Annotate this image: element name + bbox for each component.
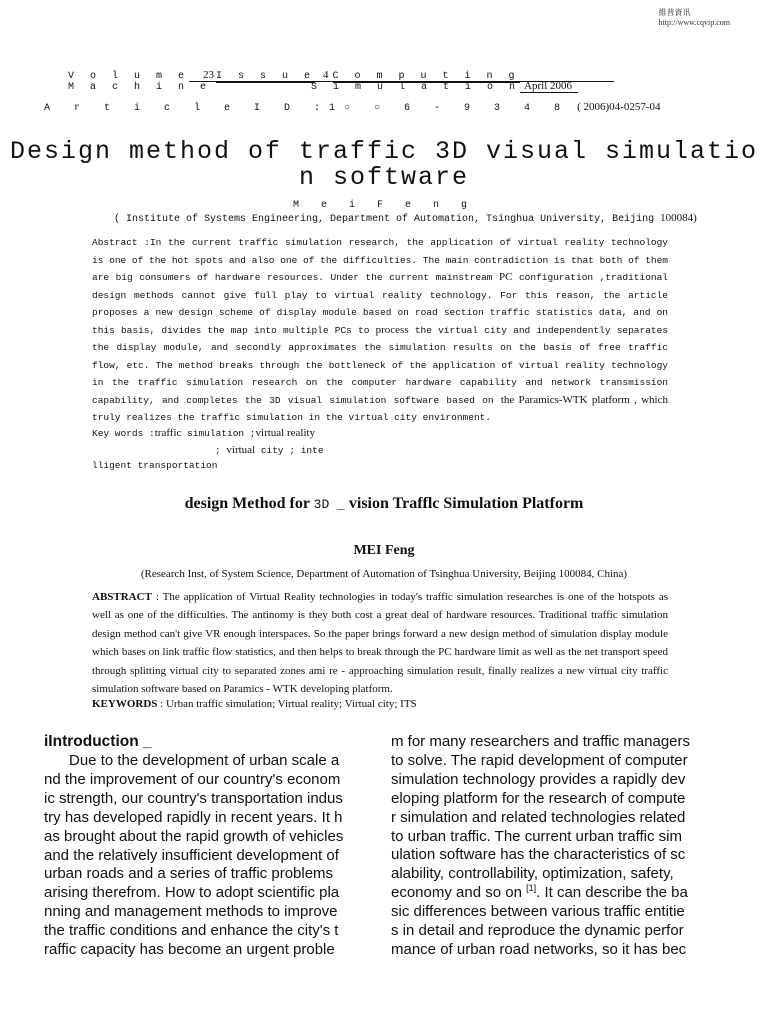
english-author: MEI Feng [353,543,415,558]
article-id-line [44,101,660,115]
article-id-value: :1○ ○ 6 - 9 3 4 8 [314,103,570,114]
left-line: arising therefrom. How to adopt scientific pla [44,884,340,902]
abstract-text-4: truly realizes the traffic simulation in the virtual city environment. [92,412,492,423]
right-line: sic differences between various traffic entitie [391,903,685,921]
right-line: to urban traffic. The current urban traffic sim [391,827,682,845]
left-line: nd the improvement of our country's econom [44,770,341,788]
machine-line [68,80,578,94]
right-line: r simulation and related technologies related [391,808,686,826]
english-title [0,494,768,515]
left-column [44,752,343,960]
keywords-cn-line2 [215,443,324,458]
right-line: s in detail and reproduce the dynamic perfor [391,922,684,940]
left-line: nning and management methods to improve [44,903,338,921]
keyword-city: city ; inte [260,445,324,456]
author-affiliation [114,212,697,225]
english-keywords-text: : Urban traffic simulation; Virtual reality; Virtual city; ITS [157,698,417,710]
watermark-url: http://www.cqvip.com [658,18,730,27]
watermark-line1: 維普資讯 [658,8,691,17]
left-line: the traffic conditions and enhance the city's t [44,922,339,940]
keyword-simulation: simulation ; [187,428,256,439]
left-line: ic strength, our country's transportation indus [44,789,343,807]
english-affiliation: (Research Inst, of System Science, Department of Automation of Tsinghua University, Beijing 100084, China) [140,568,628,580]
left-line: and the relatively insufficient development of [44,846,339,864]
right-line-text: economy and so on [391,884,522,902]
english-keywords [92,698,417,710]
english-abstract-label: ABSTRACT [92,591,152,603]
right-line: eloping platform for the research of compute [391,789,686,807]
english-title-part1: design Method for [184,495,310,512]
abstract-cn [92,234,668,427]
keyword-virtual: virtual [226,444,256,456]
right-line: simulation technology provides a rapidly dev [391,770,686,788]
author-name: M e i F e n g [292,200,475,211]
journal-label: C o m p u t i n g [332,71,520,82]
right-line-citation [391,884,690,903]
keywords-cn-line1 [92,426,315,441]
volume-value: 23 [189,69,216,82]
english-title-part2: 3D _ [313,497,345,512]
issue-label: I s s u e [216,71,316,82]
left-line: Due to the development of urban scale a [44,752,340,769]
affiliation-postcode: 100084) [660,212,697,224]
english-keywords-label: KEYWORDS [92,698,158,710]
english-abstract-text: : The application of Virtual Reality technologies in today's traffic simulation researches is one of the hotspots as well as one of the difficulties. The antinomy is they both cost a great deal of hardware resources. Traditional traffic simulation design method can't give VR enough interspaces. So the paper brings forward a new design method of simulation display module which bases on link traffic flow statistics, and then helps to break through the PC hardware limit as well as the net transport speed through splitting virtual city to separated zones ami re - approaching simulation result, finally realizes a new virtual city traffic simulation software based on Paramics - WTK developing platform. [92,591,668,696]
abstract-platform: the Paramics-WTK platform , which [500,393,668,406]
right-line: to solve. The rapid development of computer [391,751,688,769]
left-line: urban roads and a series of traffic problems [44,865,334,883]
right-line: alability, controllability, optimization, safety, [391,865,674,883]
machine-label: M a c h i n e [68,82,212,93]
simulation-label: S i m u l a t i o n [311,82,521,93]
english-title-part3: vision Trafflc Simulation Platform [348,495,584,512]
left-line: as brought about the rapid growth of vehicles [44,827,344,845]
watermark [659,8,730,28]
abstract-text-1: In the current traffic simulation research, the application of virtual reality technology is one of the hot spots and also one of the difficulties. The main contradiction is that both of them are big consumers of hardware resources. Under the current mainstream [92,237,668,283]
right-line: ulation software has the characteristics of sc [391,846,686,864]
keyword-traffic: traffic [154,427,182,439]
abstract-process: process [375,323,409,336]
right-column [391,733,690,960]
paper-title-line2: n software [298,163,470,192]
abstract-pc: PC [499,271,513,283]
paper-title-line1: Design method of traffic 3D visual simulatio [9,137,759,166]
right-line: m for many researchers and traffic managers [391,733,691,750]
abstract-label: Abstract : [92,237,150,248]
keywords-label: Key words : [92,428,155,439]
volume-label: V o l u m e [68,71,190,82]
issue-value: 4 [315,69,333,82]
english-abstract [92,588,668,698]
abstract-text-3: the virtual city and independently separates the display module, and secondly approximates the simulation results on the basis of free traffic flow, etc. The method breaks through the bottleneck of the application of virtual reality technology in the traffic simulation research on the computer hardware capability and network transmission capability, and completes the 3D visual simulation software based on [92,324,669,406]
article-id-suffix: ( 2006)04-0257-04 [577,101,661,113]
keyword-sep: ; [215,445,221,456]
right-line: mance of urban road networks, so it has bec [391,940,687,958]
citation-ref[interactable]: [1] [526,883,537,894]
section-heading-introduction: iIntroduction _ [44,733,152,750]
issue-date: April 2006 [520,80,578,93]
abstract-text-2: configuration ,traditional design methods cannot give full play to virtual reality technology. For this reason, the article proposes a new design scheme of display module based on road section traffic statistics data, and on this basis, divides the map into multiple PCs to [92,272,669,336]
keyword-virtual-reality: virtual reality [255,427,316,439]
right-line-after-citation: . It can describe the ba [536,884,688,902]
article-id-label: A r t i c l e I D [44,103,300,114]
keywords-cn-line3: lligent transportation [92,460,218,471]
affiliation-text: ( Institute of Systems Engineering, Department of Automation, Tsinghua University, Beijing [114,214,655,225]
left-line: try has developed rapidly in recent years. It h [44,808,343,826]
left-line: raffic capacity has become an urgent proble [44,941,335,959]
